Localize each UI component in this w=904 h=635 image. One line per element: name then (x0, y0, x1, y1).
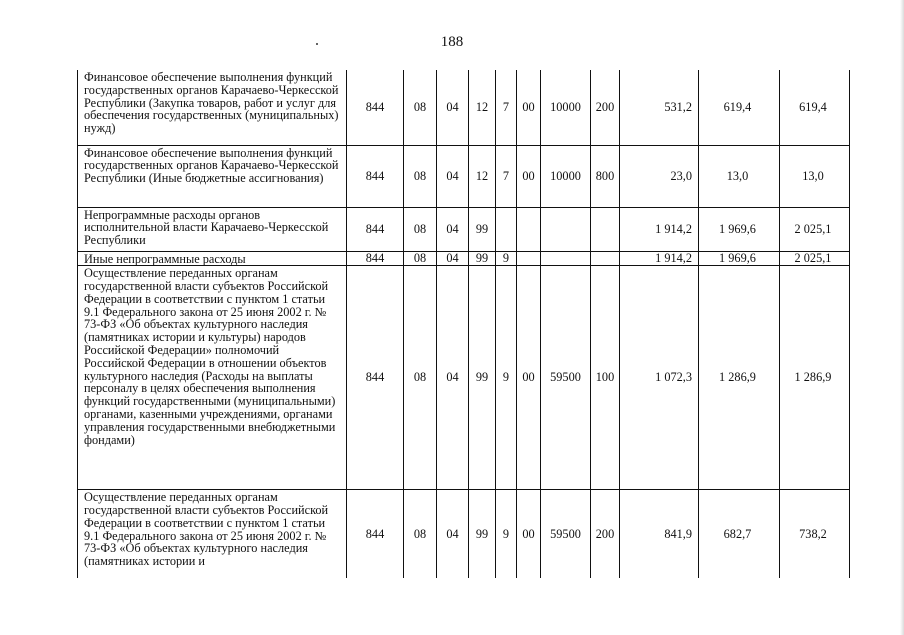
table-row (78, 207, 850, 251)
amount-year-3-cell: 738,2 (780, 490, 850, 578)
section-code-cell: 08 (404, 490, 437, 578)
ministry-code-cell: 844 (347, 251, 404, 266)
amount-year-3-cell: 2 025,1 (780, 207, 850, 251)
program-code-cell: 99 (469, 207, 496, 251)
amount-year-1-cell: 1 914,2 (620, 251, 699, 266)
activity-code-cell: 00 (517, 145, 541, 207)
ministry-code-cell: 844 (347, 490, 404, 578)
subprogram-code-cell: 7 (496, 145, 517, 207)
amount-year-3-cell: 619,4 (780, 70, 850, 145)
amount-year-3-cell: 1 286,9 (780, 266, 850, 490)
activity-code-cell: 00 (517, 490, 541, 578)
amount-year-2-cell: 1 969,6 (699, 207, 780, 251)
subsection-code-cell: 04 (437, 145, 469, 207)
ministry-code-cell: 844 (347, 70, 404, 145)
direction-code-cell: 10000 (541, 70, 591, 145)
expense-type-cell: 200 (591, 490, 620, 578)
amount-year-2-cell: 1 286,9 (699, 266, 780, 490)
direction-code-cell: 59500 (541, 490, 591, 578)
subprogram-code-cell: 9 (496, 490, 517, 578)
expense-type-cell: 100 (591, 266, 620, 490)
program-code-cell: 99 (469, 266, 496, 490)
table-row (78, 490, 850, 578)
table-row (78, 266, 850, 490)
subsection-code-cell: 04 (437, 70, 469, 145)
section-code-cell: 08 (404, 207, 437, 251)
budget-table (77, 70, 850, 578)
page-edge-shadow (900, 0, 904, 635)
subsection-code-cell: 04 (437, 251, 469, 266)
program-code-cell: 12 (469, 70, 496, 145)
amount-year-1-cell: 1 072,3 (620, 266, 699, 490)
expense-type-cell: 200 (591, 70, 620, 145)
amount-year-3-cell: 2 025,1 (780, 251, 850, 266)
row-description: Осуществление переданных органам государственной власти субъектов Российской Федерации в соответствии с пунктом 1 статьи 9.1 Федерального закона от 25 июня 2002 г. № 73-ФЗ «Об объектах культурного наследия (памятниках истории и культуры) народов Российской Федерации» полномочий Российской Федерации в отношении объектов культурного наследия (Расходы на выплаты персоналу в целях обеспечения выполнения функций государственными (муниципальными) органами, казенными учреждениями, органами управления государственными внебюджетными фондами) (78, 266, 347, 490)
subsection-code-cell: 04 (437, 207, 469, 251)
row-description: Финансовое обеспечение выполнения функций государственных органов Карачаево-Черкесской Республики (Иные бюджетные ассигнования) (78, 145, 347, 207)
direction-code-cell (541, 207, 591, 251)
amount-year-3-cell: 13,0 (780, 145, 850, 207)
ministry-code-cell: 844 (347, 207, 404, 251)
row-description: Осуществление переданных органам государственной власти субъектов Российской Федерации в соответствии с пунктом 1 статьи 9.1 Федерального закона от 25 июня 2002 г. № 73-ФЗ «Об объектах культурного наследия (памятниках истории и (78, 490, 347, 578)
subprogram-code-cell: 9 (496, 266, 517, 490)
section-code-cell: 08 (404, 266, 437, 490)
section-code-cell: 08 (404, 70, 437, 145)
subprogram-code-cell: 9 (496, 251, 517, 266)
amount-year-2-cell: 13,0 (699, 145, 780, 207)
expense-type-cell (591, 207, 620, 251)
subprogram-code-cell: 7 (496, 70, 517, 145)
amount-year-2-cell: 682,7 (699, 490, 780, 578)
direction-code-cell (541, 251, 591, 266)
activity-code-cell: 00 (517, 70, 541, 145)
table-row (78, 251, 850, 266)
table-row (78, 70, 850, 145)
amount-year-1-cell: 1 914,2 (620, 207, 699, 251)
table-row (78, 145, 850, 207)
row-description: Непрограммные расходы органов исполнительной власти Карачаево-Черкесской Республики (78, 207, 347, 251)
ministry-code-cell: 844 (347, 266, 404, 490)
program-code-cell: 12 (469, 145, 496, 207)
page-number: 188 (440, 34, 464, 50)
section-code-cell: 08 (404, 251, 437, 266)
activity-code-cell (517, 251, 541, 266)
amount-year-2-cell: 619,4 (699, 70, 780, 145)
amount-year-2-cell: 1 969,6 (699, 251, 780, 266)
amount-year-1-cell: 531,2 (620, 70, 699, 145)
subsection-code-cell: 04 (437, 490, 469, 578)
amount-year-1-cell: 23,0 (620, 145, 699, 207)
expense-type-cell: 800 (591, 145, 620, 207)
direction-code-cell: 10000 (541, 145, 591, 207)
activity-code-cell: 00 (517, 266, 541, 490)
scan-speck (316, 43, 318, 45)
subprogram-code-cell (496, 207, 517, 251)
expense-type-cell (591, 251, 620, 266)
program-code-cell: 99 (469, 490, 496, 578)
activity-code-cell (517, 207, 541, 251)
row-description: Иные непрограммные расходы (78, 251, 347, 266)
section-code-cell: 08 (404, 145, 437, 207)
amount-year-1-cell: 841,9 (620, 490, 699, 578)
ministry-code-cell: 844 (347, 145, 404, 207)
row-description: Финансовое обеспечение выполнения функций государственных органов Карачаево-Черкесской Республики (Закупка товаров, работ и услуг для обеспечения государственных (муниципальных) нужд) (78, 70, 347, 145)
direction-code-cell: 59500 (541, 266, 591, 490)
subsection-code-cell: 04 (437, 266, 469, 490)
program-code-cell: 99 (469, 251, 496, 266)
